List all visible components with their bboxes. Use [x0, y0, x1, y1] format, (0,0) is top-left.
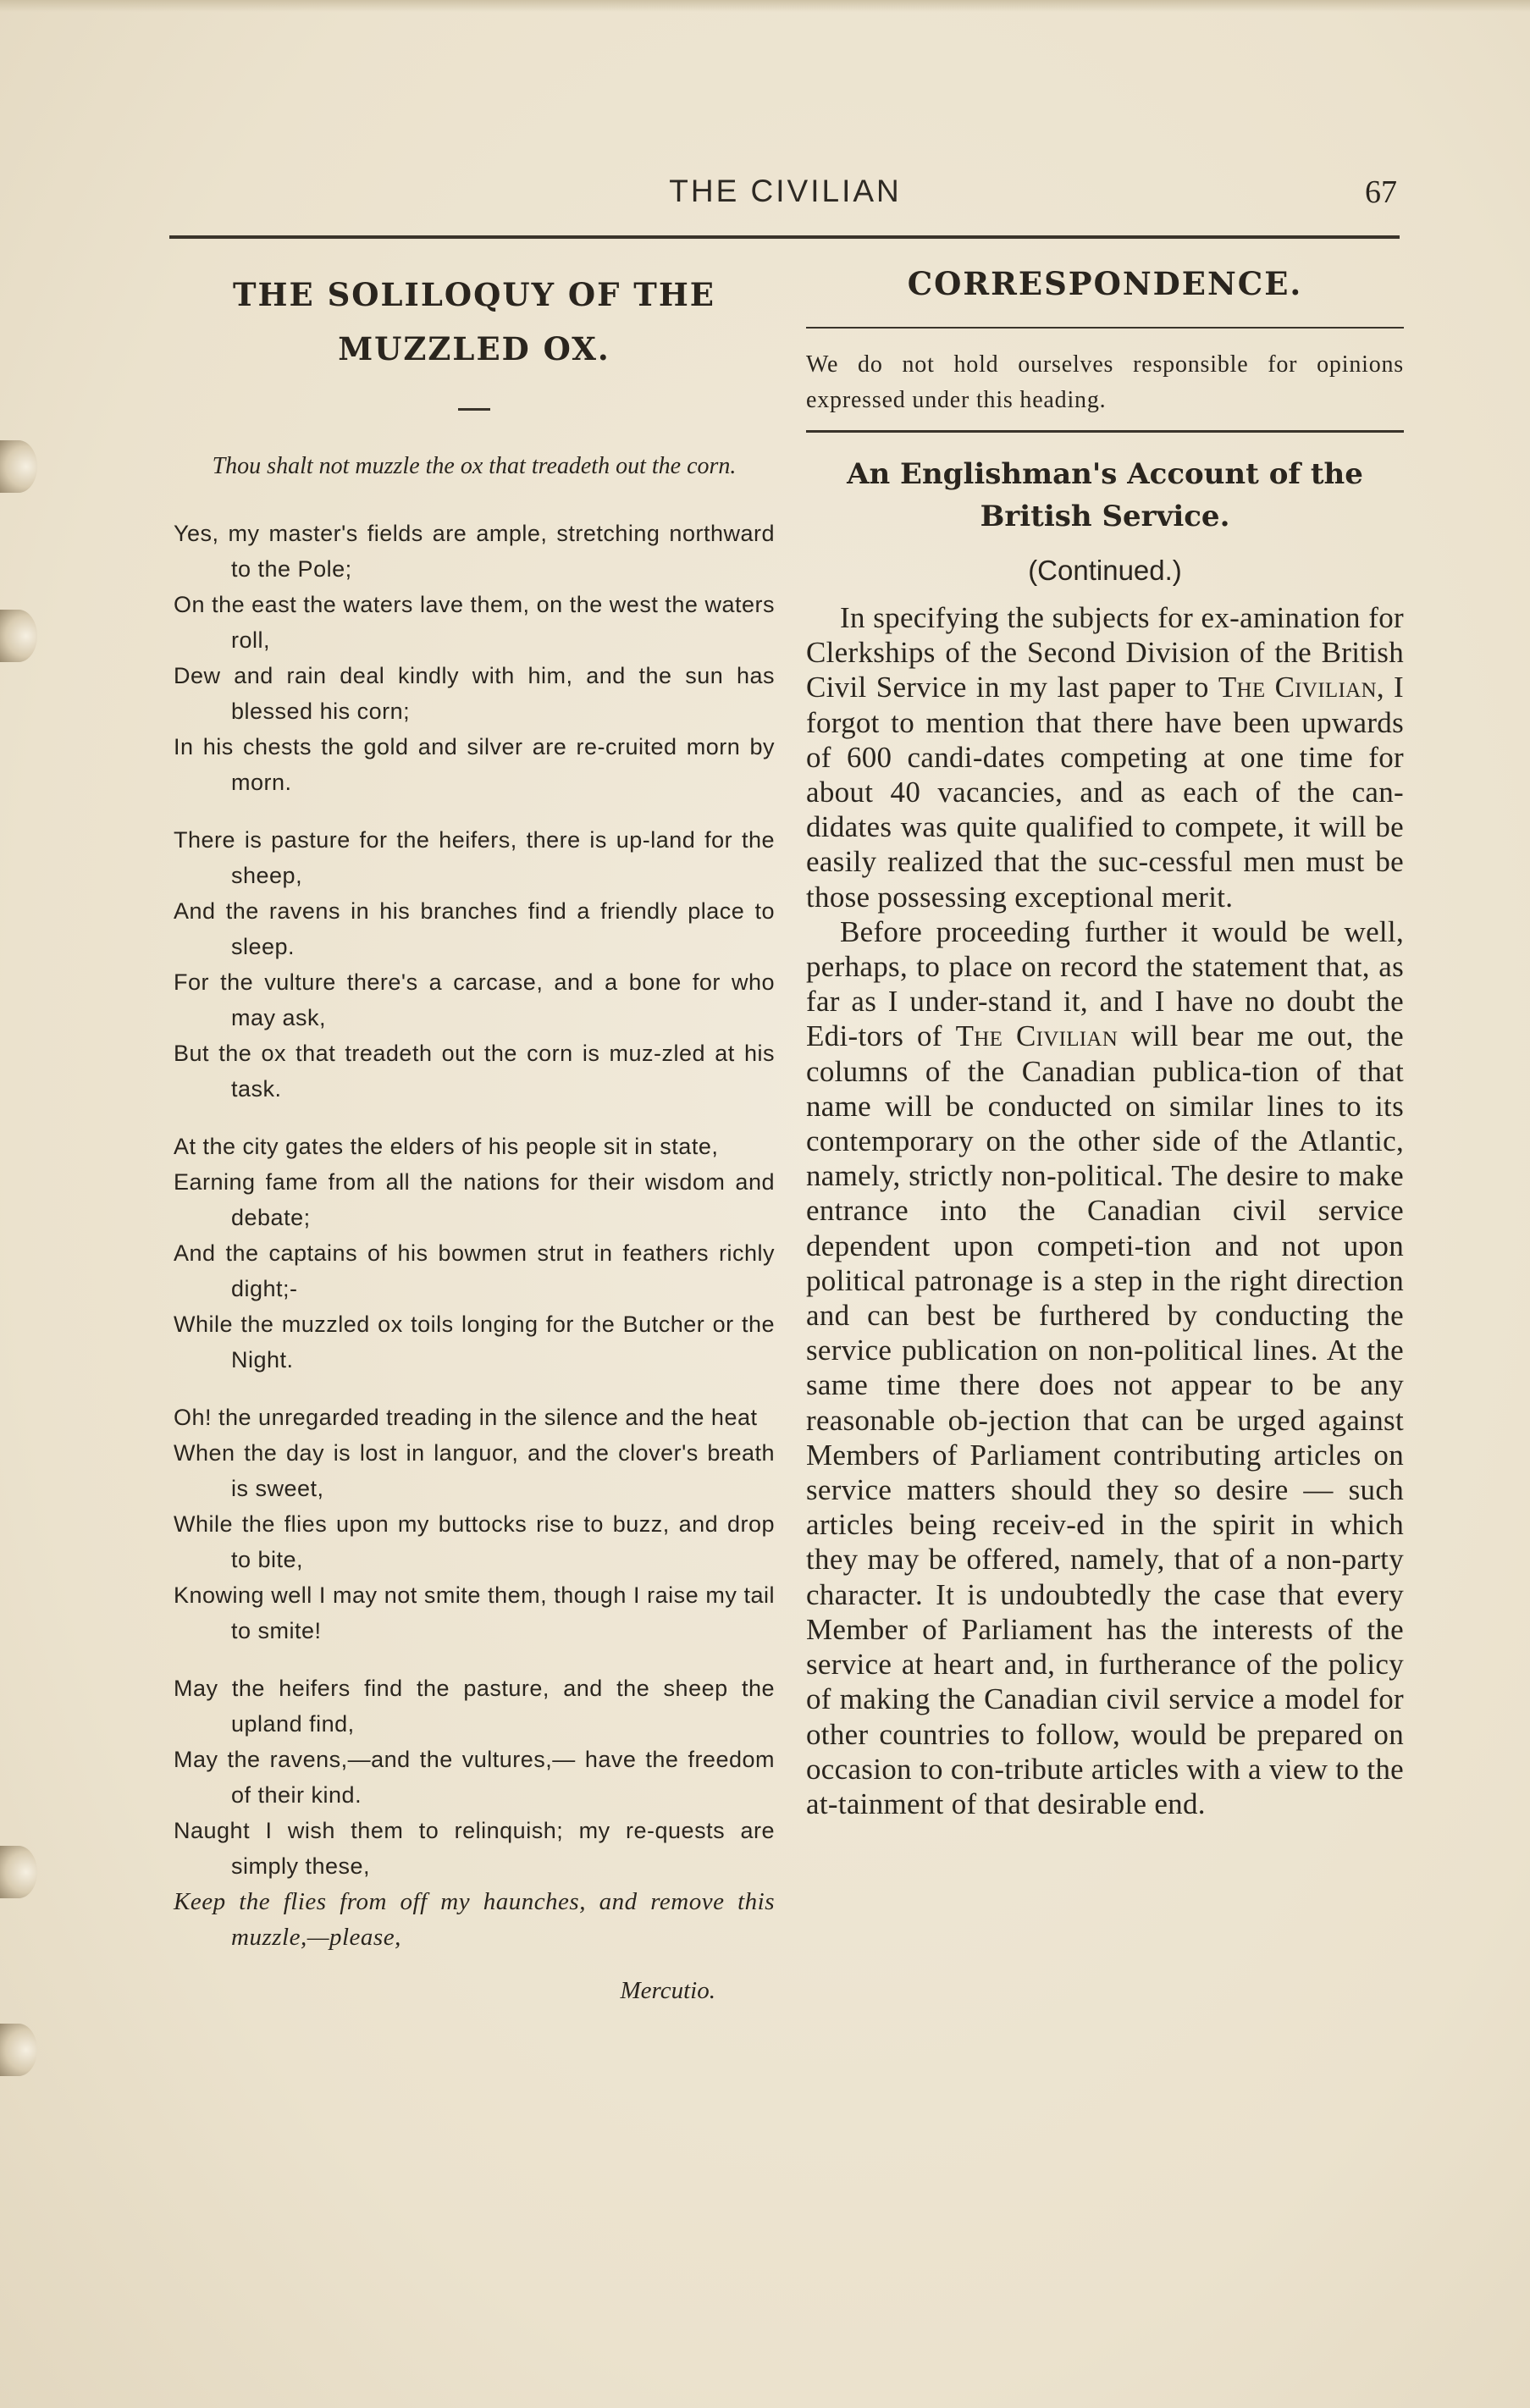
binding-hole: [0, 610, 37, 662]
poem-line: May the ravens,—and the vultures,— have the freedom of their kind.: [174, 1747, 775, 1808]
stanza: [174, 516, 775, 800]
page-header: [174, 174, 1397, 224]
poem-title-line: THE SOLILOQUY OF THE: [233, 276, 715, 313]
poem-line: Dew and rain deal kindly with him, and the sun has blessed his corn;: [174, 663, 775, 724]
section-title: CORRESPONDENCE.: [907, 265, 1303, 302]
binding-hole: [0, 1846, 37, 1898]
page-number: 67: [1365, 174, 1397, 210]
paragraph-text: Before proceeding further it would be well, perhaps, to place on record the statement that, as far as I under-stand it, and I have no doubt the Edi-tors of: [806, 914, 1404, 1053]
poem-signature: Mercutio.: [620, 1977, 715, 2004]
poem-line: For the vulture there's a carcase, and a bone for who may ask,: [174, 969, 775, 1030]
header-rule: [169, 235, 1400, 239]
section-rule: [806, 327, 1404, 329]
poem-epigraph: Thou shalt not muzzle the ox that treadeth out the corn.: [212, 453, 737, 479]
correspondence-column: [806, 262, 1404, 1821]
poem-line: Earning fame from all the nations for their wisdom and debate;: [174, 1169, 775, 1230]
article-title-line: British Service.: [980, 500, 1230, 533]
stanza: [174, 822, 775, 1107]
article-title: [806, 453, 1404, 538]
paragraph-text: will bear me out, the columns of the Canadian publica-tion of that name will be conducted on similar lines to its contemporary on the other side of the Atlantic, namely, strictly non-political. The desire to make entrance into the Canadian civil service dependent upon competi-tion and not upon political patronage is a step in the right direction and can best be furthered by conducting the service publication on non-political lines. At the same time there does not appear to be any reasonable ob-jection that can be urged against Members of Parliament contributing articles on service matters should they so desire — such articles being receiv-ed in the spirit in which they may be offered, namely, that of a non-party character. It is undoubtedly the case that every Member of Parliament has the interests of the service at heart and, in furtherance of the policy of making the Canadian civil service a model for other countries to follow, would be prepared on occasion to con-tribute articles with a view to the at-tainment of that desirable end.: [806, 1019, 1405, 1820]
stanza: [174, 1129, 775, 1378]
poem-stanzas: [174, 516, 775, 1955]
binding-hole: [0, 2024, 37, 2076]
poem-line: Oh! the unregarded treading in the silence and the heat: [174, 1405, 758, 1430]
poem-line: In his chests the gold and silver are re-cruited morn by morn.: [174, 734, 775, 795]
poem-line: On the east the waters lave them, on the west the waters roll,: [174, 592, 775, 653]
publication-name: The Civilian: [1218, 671, 1377, 704]
poem-line: Yes, my master's fields are ample, stretching northward to the Pole;: [174, 521, 775, 582]
poem-closing-line: Keep the flies from off my haunches, and remove this muzzle,—please,: [174, 1888, 775, 1951]
article-paragraph: [806, 914, 1404, 1821]
poem-line: There is pasture for the heifers, there is up-land for the sheep,: [174, 827, 775, 888]
poem-line: At the city gates the elders of his people sit in state,: [174, 1134, 719, 1159]
poem-line: Naught I wish them to relinquish; my re-quests are simply these,: [174, 1818, 775, 1879]
poem-line: While the flies upon my buttocks rise to buzz, and drop to bite,: [174, 1511, 775, 1572]
disclaimer-rule: [806, 430, 1404, 433]
poem-line: While the muzzled ox toils longing for the Butcher or the Night.: [174, 1312, 775, 1372]
article-paragraph: [806, 600, 1404, 914]
binding-hole: [0, 440, 37, 493]
publication-name: The Civilian: [955, 1019, 1119, 1053]
poem-title-line: MUZZLED OX.: [338, 330, 610, 367]
paragraph-text: , I forgot to mention that there have been upwards of 600 candi-dates competing at one time for about 40 vacancies, and as each of the can-didates was quite qualified to compete, it will be easily realized that the suc-cessful men must be those possessing exceptional merit.: [806, 671, 1405, 914]
title-dash: [458, 408, 490, 411]
continued-label: (Continued.): [1028, 555, 1182, 586]
poem-column: [174, 262, 775, 2005]
paragraph-text: In specifying the subjects for ex-amination for Clerkships of the Second Division of the British Civil Service in my last paper to: [806, 601, 1404, 704]
poem-title: [174, 268, 775, 376]
poem-line: But the ox that treadeth out the corn is muz-zled at his task.: [174, 1041, 775, 1102]
poem-line: And the ravens in his branches find a friendly place to sleep.: [174, 898, 775, 959]
page-top-edge: [0, 0, 1530, 12]
stanza: [174, 1400, 775, 1649]
disclaimer: We do not hold ourselves responsible for opinions expressed under this heading.: [806, 351, 1404, 413]
article-title-line: An Englishman's Account of the: [847, 457, 1363, 491]
poem-line: And the captains of his bowmen strut in feathers richly dight;-: [174, 1240, 775, 1301]
poem-line: When the day is lost in languor, and the clover's breath is sweet,: [174, 1440, 775, 1501]
poem-line: May the heifers find the pasture, and the sheep the upland find,: [174, 1676, 775, 1737]
poem-line: Knowing well I may not smite them, though I raise my tail to smite!: [174, 1582, 775, 1643]
running-title: THE CIVILIAN: [669, 174, 902, 208]
stanza: [174, 1671, 775, 1955]
